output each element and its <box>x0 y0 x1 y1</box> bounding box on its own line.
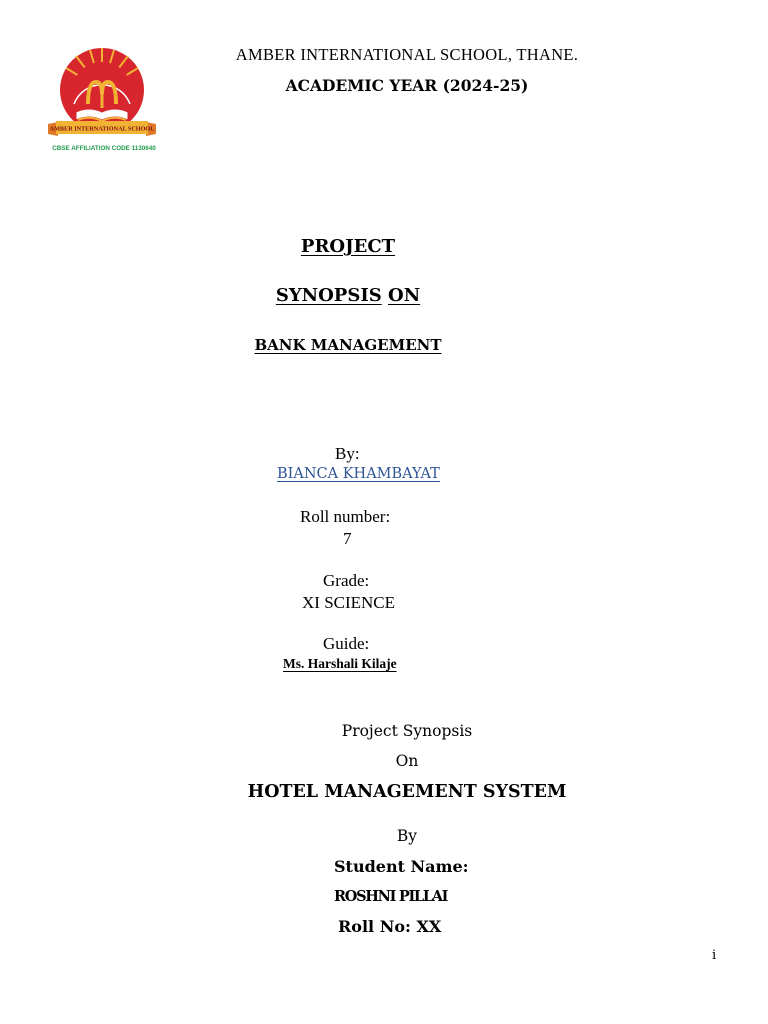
student-name: ROSHNI PILLAI <box>334 888 448 905</box>
school-logo <box>44 42 164 154</box>
author-name: BIANCA KHAMBAYAT <box>277 466 440 482</box>
school-name: AMBER INTERNATIONAL SCHOOL, THANE. <box>235 45 579 64</box>
by-label: By: <box>335 444 360 463</box>
project-heading: PROJECT <box>300 236 396 257</box>
second-project-title: HOTEL MANAGEMENT SYSTEM <box>247 782 567 802</box>
student-roll: Roll No: XX <box>338 917 442 936</box>
guide-name: Ms. Harshali Kilaje <box>283 656 397 671</box>
second-on-line: On <box>395 752 419 770</box>
synopsis-heading <box>276 285 420 306</box>
on-word: ON <box>388 285 421 306</box>
academic-year: ACADEMIC YEAR (2024-25) <box>285 76 529 95</box>
student-name-label: Student Name: <box>334 857 469 876</box>
project-topic: BANK MANAGEMENT <box>254 336 442 354</box>
logo-affiliation-text: CBSE AFFILIATION CODE 1130640 <box>52 145 156 152</box>
roll-number-value: 7 <box>343 529 352 548</box>
grade-label: Grade: <box>323 571 370 590</box>
page-number: i <box>712 948 717 963</box>
second-by-line: By <box>396 827 418 845</box>
synopsis-word: SYNOPSIS <box>275 285 382 306</box>
logo-banner-text: AMBER INTERNATIONAL SCHOOL <box>49 125 155 133</box>
second-synopsis-line: Project Synopsis <box>341 722 473 740</box>
guide-label: Guide: <box>323 634 370 653</box>
roll-number-label: Roll number: <box>300 507 391 526</box>
grade-value: XI SCIENCE <box>302 593 396 612</box>
